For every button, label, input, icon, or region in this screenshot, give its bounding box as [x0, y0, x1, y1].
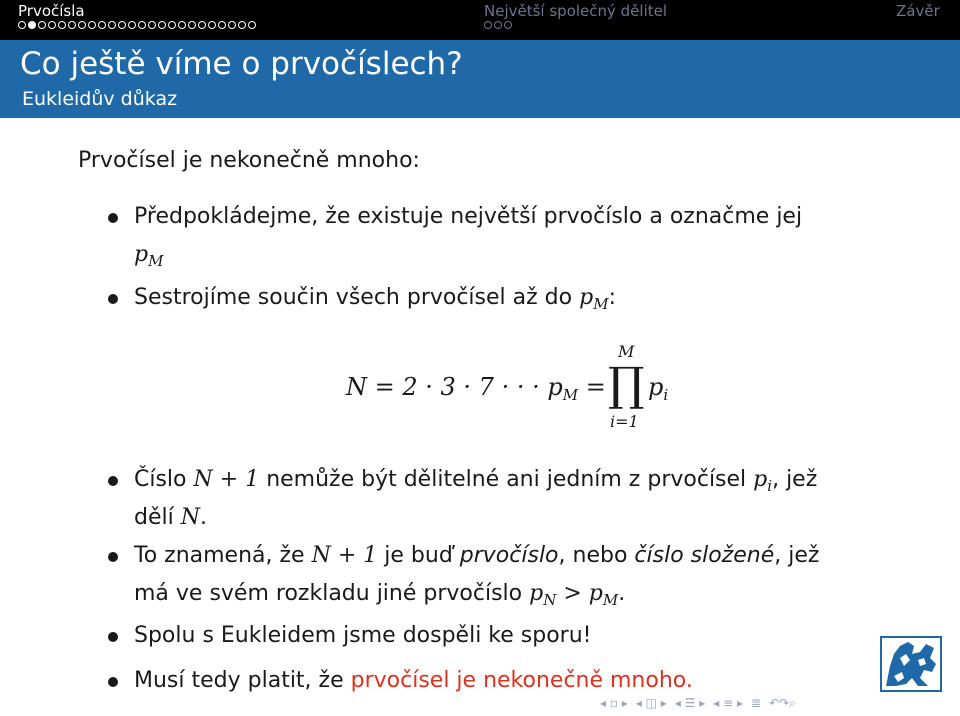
math-sub-M: M — [602, 591, 619, 609]
math-N: N — [180, 505, 200, 530]
beamer-navigation[interactable] — [600, 694, 796, 712]
nav-dot[interactable] — [58, 21, 66, 29]
math-p: p — [579, 285, 594, 310]
nav-dot[interactable] — [48, 21, 56, 29]
bullet-item-2 — [134, 279, 904, 317]
nav-back-frame-icon[interactable]: ◂ ▫ ▸ — [600, 696, 628, 710]
nav-doc-icon[interactable]: ≣ — [751, 696, 762, 710]
bullet-6-conclusion: prvočísel je nekonečně mnoho. — [350, 668, 693, 693]
math-gt: > — [563, 581, 582, 606]
nav-dot[interactable] — [168, 21, 176, 29]
bullet-marker — [108, 294, 118, 304]
bullet-4-f: , jež — [774, 543, 820, 568]
math-p: p — [529, 581, 544, 606]
nav-dot[interactable] — [78, 21, 86, 29]
nav-dot[interactable] — [148, 21, 156, 29]
nav-section-icon[interactable]: ◂ ☰ ▸ — [674, 696, 706, 710]
nav-section-zaver[interactable]: Závěr — [896, 2, 940, 20]
nav-section-prvocisla[interactable]: Prvočísla — [18, 2, 85, 20]
nav-dot[interactable] — [198, 21, 206, 29]
math-sub-N: N — [543, 591, 557, 609]
product-term-p: p — [648, 373, 664, 401]
nav-progress-dots-nsd[interactable] — [484, 21, 512, 33]
equation-equals: = — [585, 373, 606, 401]
nav-dot[interactable] — [138, 21, 146, 29]
nav-dot[interactable] — [88, 21, 96, 29]
nav-dot[interactable] — [494, 21, 502, 29]
math-dot: . — [199, 505, 207, 530]
nav-dot[interactable] — [248, 21, 256, 29]
math-N-plus-1: N + 1 — [193, 467, 260, 492]
nav-back-subsection-icon[interactable]: ◂ ◫ ▸ — [635, 696, 667, 710]
bullet-marker — [108, 552, 118, 562]
bullet-1-text: Předpokládejme, že existuje největší prvočíslo a označme jej — [134, 204, 803, 229]
bullet-6-a: Musí tedy platit, že — [134, 668, 344, 693]
bullet-3-c: , jež — [772, 467, 818, 492]
math-colon: : — [608, 285, 616, 310]
nav-dot[interactable] — [228, 21, 236, 29]
math-sub-i: i — [767, 477, 773, 495]
bullet-4-b: je buď — [384, 543, 453, 568]
bullet-4-prvocislo: prvočíslo — [459, 543, 559, 568]
product-upper-limit: M — [618, 342, 635, 361]
nav-search-icon[interactable]: ↶↷⌕ — [769, 695, 796, 710]
bullet-4-a: To znamená, že — [134, 543, 305, 568]
math-sub-M: M — [148, 252, 164, 270]
nav-dot[interactable] — [218, 21, 226, 29]
bullet-item-3 — [134, 461, 904, 537]
product-symbol: ∏ — [608, 357, 645, 411]
bullet-marker — [108, 476, 118, 486]
nav-dot[interactable] — [118, 21, 126, 29]
frame-subtitle: Eukleidův důkaz — [22, 88, 178, 110]
bullet-4-cislo-slozene: číslo složené — [634, 543, 775, 568]
nav-dot[interactable] — [18, 21, 26, 29]
bullet-2-text: Sestrojíme součin všech prvočísel až do — [134, 285, 573, 310]
bullet-3-d: dělí — [134, 505, 174, 530]
nav-dot[interactable] — [484, 21, 492, 29]
intro-text: Prvočísel je nekonečně mnoho: — [78, 148, 420, 173]
bullet-4-d: , nebo — [558, 543, 628, 568]
bullet-item-5: Spolu s Eukleidem jsme dospěli ke sporu! — [134, 623, 592, 648]
nav-dot[interactable] — [68, 21, 76, 29]
nav-dot[interactable] — [208, 21, 216, 29]
math-p: p — [753, 467, 768, 492]
math-p: p — [134, 242, 149, 267]
nav-dot[interactable] — [98, 21, 106, 29]
nav-dot-current[interactable] — [28, 21, 36, 29]
bullet-4-g: má ve svém rozkladu jiné prvočíslo — [134, 581, 523, 606]
frame-title: Co ještě víme o prvočíslech? — [20, 46, 463, 82]
math-p: p — [588, 581, 603, 606]
bullet-3-a: Číslo — [134, 467, 187, 492]
nav-dot[interactable] — [108, 21, 116, 29]
nav-dot[interactable] — [178, 21, 186, 29]
bullet-item-4 — [134, 537, 904, 613]
nav-dot[interactable] — [188, 21, 196, 29]
equation-lhs-sub: M — [562, 386, 579, 404]
nav-dot[interactable] — [38, 21, 46, 29]
university-lion-logo — [880, 636, 942, 692]
nav-dot[interactable] — [238, 21, 246, 29]
nav-progress-dots[interactable] — [18, 21, 256, 33]
nav-dot[interactable] — [504, 21, 512, 29]
bullet-item-1 — [134, 198, 904, 274]
bullet-marker — [108, 632, 118, 642]
math-sub-M: M — [593, 295, 609, 313]
equation-lhs — [346, 372, 606, 402]
product-lower-limit: i=1 — [610, 412, 639, 431]
math-dot: . — [618, 581, 626, 606]
nav-outline-icon[interactable]: ◂ ≡ ▸ — [713, 696, 743, 710]
nav-dot[interactable] — [128, 21, 136, 29]
equation-lhs-text: N = 2 · 3 · 7 · · · p — [346, 373, 563, 401]
math-N-plus-1: N + 1 — [311, 543, 378, 568]
bullet-marker — [108, 677, 118, 687]
navigation-bar — [0, 0, 960, 40]
product-term — [648, 372, 668, 402]
bullet-3-b: nemůže být dělitelné ani jedním z prvočísel — [266, 467, 747, 492]
nav-dot[interactable] — [158, 21, 166, 29]
nav-section-nsd[interactable]: Největší společný dělitel — [484, 2, 668, 20]
product-term-sub: i — [663, 386, 669, 404]
bullet-marker — [108, 213, 118, 223]
